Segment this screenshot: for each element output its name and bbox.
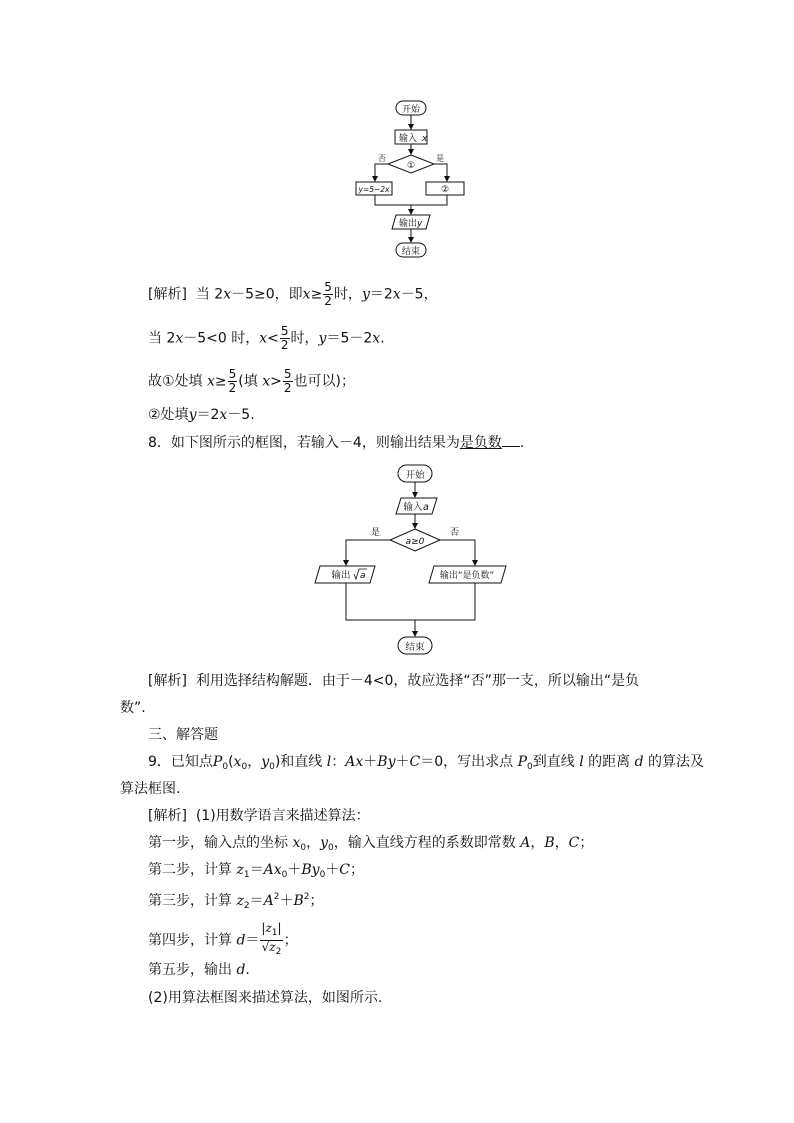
sol8-line1: [解析] 利用选择结构解题．由于－4<0，故应选择“否”那一支，所以输出“是负 bbox=[148, 673, 640, 689]
sol9-step5: 第五步，输出 d. bbox=[148, 962, 250, 978]
sol7-line2: 当 2x－5<0 时，x< $\frac{5}{2}$ 时，y＝5－2x. bbox=[148, 324, 385, 352]
no-label: 否 bbox=[450, 528, 460, 538]
sol9-step4: 第四步，计算 d＝ $\frac{|z_1|}{√z_2}$ ； bbox=[148, 921, 298, 957]
condition-label: a≥0 bbox=[405, 537, 425, 547]
end-label: 结束 bbox=[405, 642, 425, 653]
sol7-line4: ②处填y＝2x－5. bbox=[148, 407, 255, 423]
question-9-line2: 算法框图. bbox=[120, 781, 181, 797]
sol7-line1: [解析] 当 2x－5≥0，即x≥ $\frac{5}{2}$ 时，y＝2x－5， bbox=[148, 280, 438, 308]
sol9-step1: 第一步，输入点的坐标 $x_0$，$y_0$，输入直线方程的系数即常数 A，B，C； bbox=[148, 835, 594, 853]
sol7-line3: 故①处填 x≥ $\frac{5}{2}$ (填 x> $\frac{5}{2}$ 也可以)； bbox=[148, 367, 355, 395]
left-output-label: 输出 bbox=[331, 570, 351, 581]
right-process-label: ② bbox=[440, 185, 450, 195]
yes-label: 是 bbox=[371, 528, 381, 538]
yes-label: 是 bbox=[436, 154, 444, 163]
start-label: 开始 bbox=[405, 470, 425, 481]
fraction-5-2: $\frac{5}{2}$ bbox=[280, 324, 289, 352]
flowchart-1 bbox=[350, 97, 470, 263]
input-var: a bbox=[423, 502, 429, 513]
sol9-step6: (2)用算法框图来描述算法，如图所示. bbox=[148, 990, 383, 1006]
sol9-step2: 第二步，计算 $z_1=Ax_0+By_0+C$； bbox=[148, 862, 365, 880]
condition-label: ① bbox=[406, 161, 416, 171]
input-label: 输入 bbox=[403, 502, 423, 513]
fraction-5-2: $\frac{5}{2}$ bbox=[324, 280, 332, 308]
sol8-line2: 数”. bbox=[120, 700, 146, 716]
sol9-tag: [解析] bbox=[148, 808, 187, 824]
sol7-tag: [解析] bbox=[148, 286, 187, 303]
sol9-intro: [解析] (1)用数学语言来描述算法： bbox=[148, 808, 370, 824]
q8-answer: 是负数 bbox=[459, 435, 502, 451]
left-process-label: y=5−2x bbox=[358, 185, 390, 194]
section-heading: 三、解答题 bbox=[148, 727, 218, 743]
right-output-label: 输出“是负数” bbox=[439, 571, 495, 581]
fraction-5-2: $\frac{5}{2}$ bbox=[228, 367, 237, 395]
question-8: 8．如下图所示的框图，若输入－4，则输出结果为是负数 . bbox=[148, 435, 525, 451]
output-label: 输出 bbox=[398, 219, 418, 229]
fraction-5-2: $\frac{5}{2}$ bbox=[283, 367, 292, 395]
flowchart-2 bbox=[305, 462, 515, 660]
output-var: y bbox=[417, 219, 423, 229]
sol9-step3: 第三步，计算 $z_2=A^2+B^2$； bbox=[148, 892, 324, 911]
sol8-tag: [解析] bbox=[148, 673, 187, 689]
start-label: 开始 bbox=[401, 105, 421, 115]
no-label: 否 bbox=[378, 154, 386, 163]
left-output-var: a bbox=[360, 571, 366, 581]
end-label: 结束 bbox=[401, 247, 421, 257]
distance-fraction: $\frac{|z_1|}{√z_2}$ bbox=[261, 921, 282, 957]
question-9-line1: 9．已知点$P_0(x_0$，$y_0$)和直线 l：Ax＋By＋C＝0，写出求点 $P_0$到直线 l 的距离 d 的算法及 bbox=[148, 754, 705, 772]
input-label: 输入 bbox=[398, 134, 418, 144]
input-var: x bbox=[422, 134, 428, 144]
